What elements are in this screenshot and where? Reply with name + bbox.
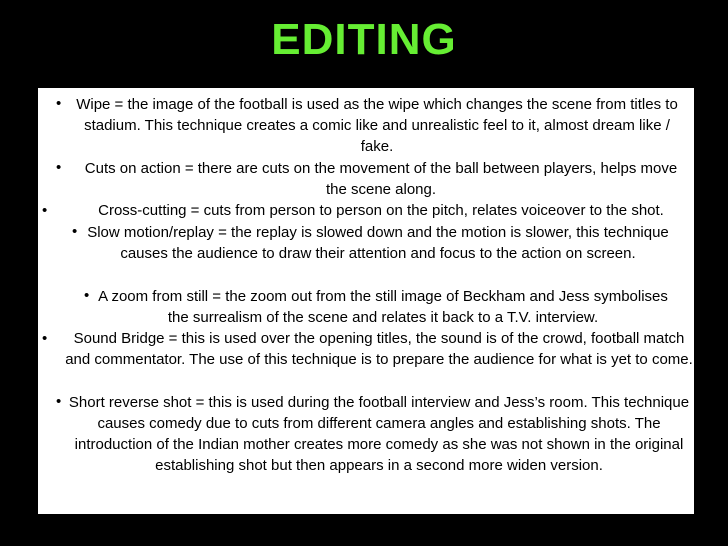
content-panel (38, 88, 694, 514)
bullet-item-cross-cutting (68, 200, 694, 221)
bullet-item-cuts-on-action (74, 158, 688, 200)
bullet-item-wipe (66, 94, 688, 157)
bullet-icon: • (56, 159, 62, 176)
bullet-item-text: Wipe = the image of the football is used as the wipe which changes the scene from titles to stadium. This technique creates a comic like and unrealistic feel to it, almost dream like / fake. (76, 96, 678, 155)
bullet-item-text: Slow motion/replay = the replay is slowed down and the motion is slower, this technique causes the audience to draw their attention and focus to the action on screen. (87, 224, 669, 262)
bullet-icon: • (56, 95, 62, 112)
bullet-icon: • (72, 223, 78, 240)
bullet-icon: • (84, 287, 90, 304)
bullet-icon: • (56, 393, 62, 410)
bullet-item-text: Cross-cutting = cuts from person to person on the pitch, relates voiceover to the shot. (98, 202, 664, 219)
bullet-item-short-reverse-shot (68, 392, 690, 476)
bullet-item-slow-motion (80, 222, 676, 264)
bullet-item-text: Short reverse shot = this is used during the football interview and Jess’s room. This technique causes comedy due to cuts from different camera angles and establishing shots. The introduction of the Indian mother creates more comedy as she was not shown in the original establishing shot but then appears in a second more widen version. (68, 394, 690, 474)
bullet-item-text: Sound Bridge = this is used over the opening titles, the sound is of the crowd, football match and commentator. The use of this technique is to prepare the audience for what is yet to come. (65, 330, 693, 368)
bullet-icon: • (42, 202, 48, 219)
bullet-item-sound-bridge (64, 328, 694, 370)
bullet-item-zoom-from-still (94, 286, 672, 328)
bullet-item-text: Cuts on action = there are cuts on the movement of the ball between players, helps move the scene along. (84, 160, 678, 198)
bullet-item-text: A zoom from still = the zoom out from the still image of Beckham and Jess symbolises the surrealism of the scene and relates it back to a T.V. interview. (98, 288, 668, 326)
slide-title: EDITING (271, 15, 457, 64)
bullet-icon: • (42, 330, 48, 347)
